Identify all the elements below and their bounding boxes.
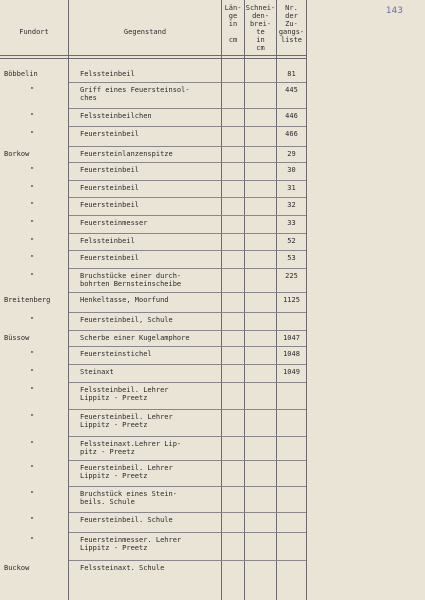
row-gegenstand: Feuersteinlanzenspitze — [80, 150, 173, 158]
row-divider — [69, 409, 306, 410]
row-divider — [69, 233, 306, 234]
row-nr: 1048 — [283, 350, 300, 358]
row-gegenstand: Feuersteinmesser. Lehrer Lippitz - Preetz — [80, 536, 182, 552]
row-fundort: " — [30, 166, 35, 174]
row-gegenstand: Henkeltasse, Moorfund — [80, 296, 169, 304]
row-gegenstand: Scherbe einer Kugelamphore — [80, 334, 190, 342]
column-rule — [244, 0, 245, 600]
row-fundort: " — [30, 516, 35, 524]
row-fundort: " — [30, 201, 35, 209]
row-fundort: " — [30, 219, 35, 227]
row-gegenstand: Feuersteinbeil — [80, 166, 140, 174]
row-divider — [69, 512, 306, 513]
row-divider — [69, 364, 306, 365]
row-nr: 445 — [285, 86, 298, 94]
page-number: 143 — [385, 6, 403, 16]
row-gegenstand: Felssteinaxt. Schule — [80, 564, 165, 572]
row-gegenstand: Feuersteinmesser — [80, 219, 148, 227]
row-gegenstand: Feuersteinbeil — [80, 254, 140, 262]
row-fundort: " — [30, 130, 35, 138]
row-gegenstand: Bruchstücke einer durch- bohrten Bernsteinscheibe — [80, 272, 182, 288]
row-nr: 1047 — [283, 334, 300, 342]
row-fundort: " — [30, 368, 35, 376]
row-nr: 1049 — [283, 368, 300, 376]
row-fundort: Böbbelin — [4, 70, 38, 78]
row-fundort: Breitenberg — [4, 296, 51, 304]
row-fundort: " — [30, 536, 35, 544]
row-nr: 53 — [287, 254, 296, 262]
row-gegenstand: Bruchstück eines Stein- beils. Schule — [80, 490, 177, 506]
row-gegenstand: Griff eines Feuersteinsol- ches — [80, 86, 190, 102]
row-nr: 32 — [287, 201, 296, 209]
row-divider — [69, 460, 306, 461]
header-rule — [0, 55, 306, 56]
row-nr: 29 — [287, 150, 296, 158]
column-rule — [306, 0, 307, 600]
header-nr-zugangsliste: Nr. der Zu- gangs- liste — [278, 4, 305, 44]
row-nr: 30 — [287, 166, 296, 174]
row-gegenstand: Feuersteinstichel — [80, 350, 152, 358]
row-divider — [69, 312, 306, 313]
row-fundort: " — [30, 490, 35, 498]
row-gegenstand: Felssteinbeil — [80, 237, 135, 245]
row-gegenstand: Felssteinaxt.Lehrer Lip- pitz - Preetz — [80, 440, 182, 456]
row-divider — [69, 346, 306, 347]
row-gegenstand: Feuersteinbeil, Schule — [80, 316, 173, 324]
row-gegenstand: Feuersteinbeil — [80, 130, 140, 138]
header-schneidenbreite: Schnei- den- brei- te in cm — [245, 4, 276, 52]
header-rule — [0, 58, 306, 59]
row-gegenstand: Steinaxt — [80, 368, 114, 376]
header-fundort: Fundort — [19, 28, 49, 36]
row-gegenstand: Feuersteinbeil. Schule — [80, 516, 173, 524]
row-divider — [69, 292, 306, 293]
row-fundort: Büssow — [4, 334, 30, 342]
header-gegenstand: Gegenstand — [123, 28, 167, 36]
row-gegenstand: Feuersteinbeil. Lehrer Lippitz - Preetz — [80, 413, 173, 429]
row-divider — [69, 180, 306, 181]
row-nr: 225 — [285, 272, 298, 280]
row-divider — [69, 146, 306, 147]
row-nr: 446 — [285, 112, 298, 120]
row-fundort: " — [30, 413, 35, 421]
row-gegenstand: Feuersteinbeil — [80, 184, 140, 192]
row-divider — [69, 82, 306, 83]
row-fundort: " — [30, 272, 35, 280]
row-nr: 1125 — [283, 296, 300, 304]
row-gegenstand: Felssteinbeil. Lehrer Lippitz - Preetz — [80, 386, 169, 402]
row-fundort: " — [30, 386, 35, 394]
row-gegenstand: Felssteinbeilchen — [80, 112, 152, 120]
row-gegenstand: Feuersteinbeil — [80, 201, 140, 209]
row-nr: 81 — [287, 70, 296, 78]
row-fundort: " — [30, 440, 35, 448]
row-divider — [69, 108, 306, 109]
row-divider — [69, 436, 306, 437]
row-fundort: Borkow — [4, 150, 30, 158]
row-divider — [69, 532, 306, 533]
row-fundort: " — [30, 350, 35, 358]
row-divider — [69, 330, 306, 331]
row-divider — [69, 162, 306, 163]
row-divider — [69, 382, 306, 383]
row-gegenstand: Feuersteinbeil. Lehrer Lippitz - Preetz — [80, 464, 173, 480]
row-fundort: " — [30, 464, 35, 472]
row-fundort: " — [30, 316, 35, 324]
row-nr: 52 — [287, 237, 296, 245]
row-divider — [69, 560, 306, 561]
row-divider — [69, 250, 306, 251]
row-fundort: " — [30, 254, 35, 262]
row-divider — [69, 268, 306, 269]
row-nr: 31 — [287, 184, 296, 192]
row-nr: 466 — [285, 130, 298, 138]
row-divider — [69, 126, 306, 127]
column-rule — [221, 0, 222, 600]
row-divider — [69, 215, 306, 216]
row-fundort: Buckow — [4, 564, 30, 572]
row-nr: 33 — [287, 219, 296, 227]
row-divider — [69, 486, 306, 487]
row-fundort: " — [30, 184, 35, 192]
row-gegenstand: Felssteinbeil — [80, 70, 135, 78]
row-divider — [69, 197, 306, 198]
header-laenge: Län- ge in cm — [224, 4, 242, 44]
row-fundort: " — [30, 112, 35, 120]
row-fundort: " — [30, 237, 35, 245]
row-fundort: " — [30, 86, 35, 94]
